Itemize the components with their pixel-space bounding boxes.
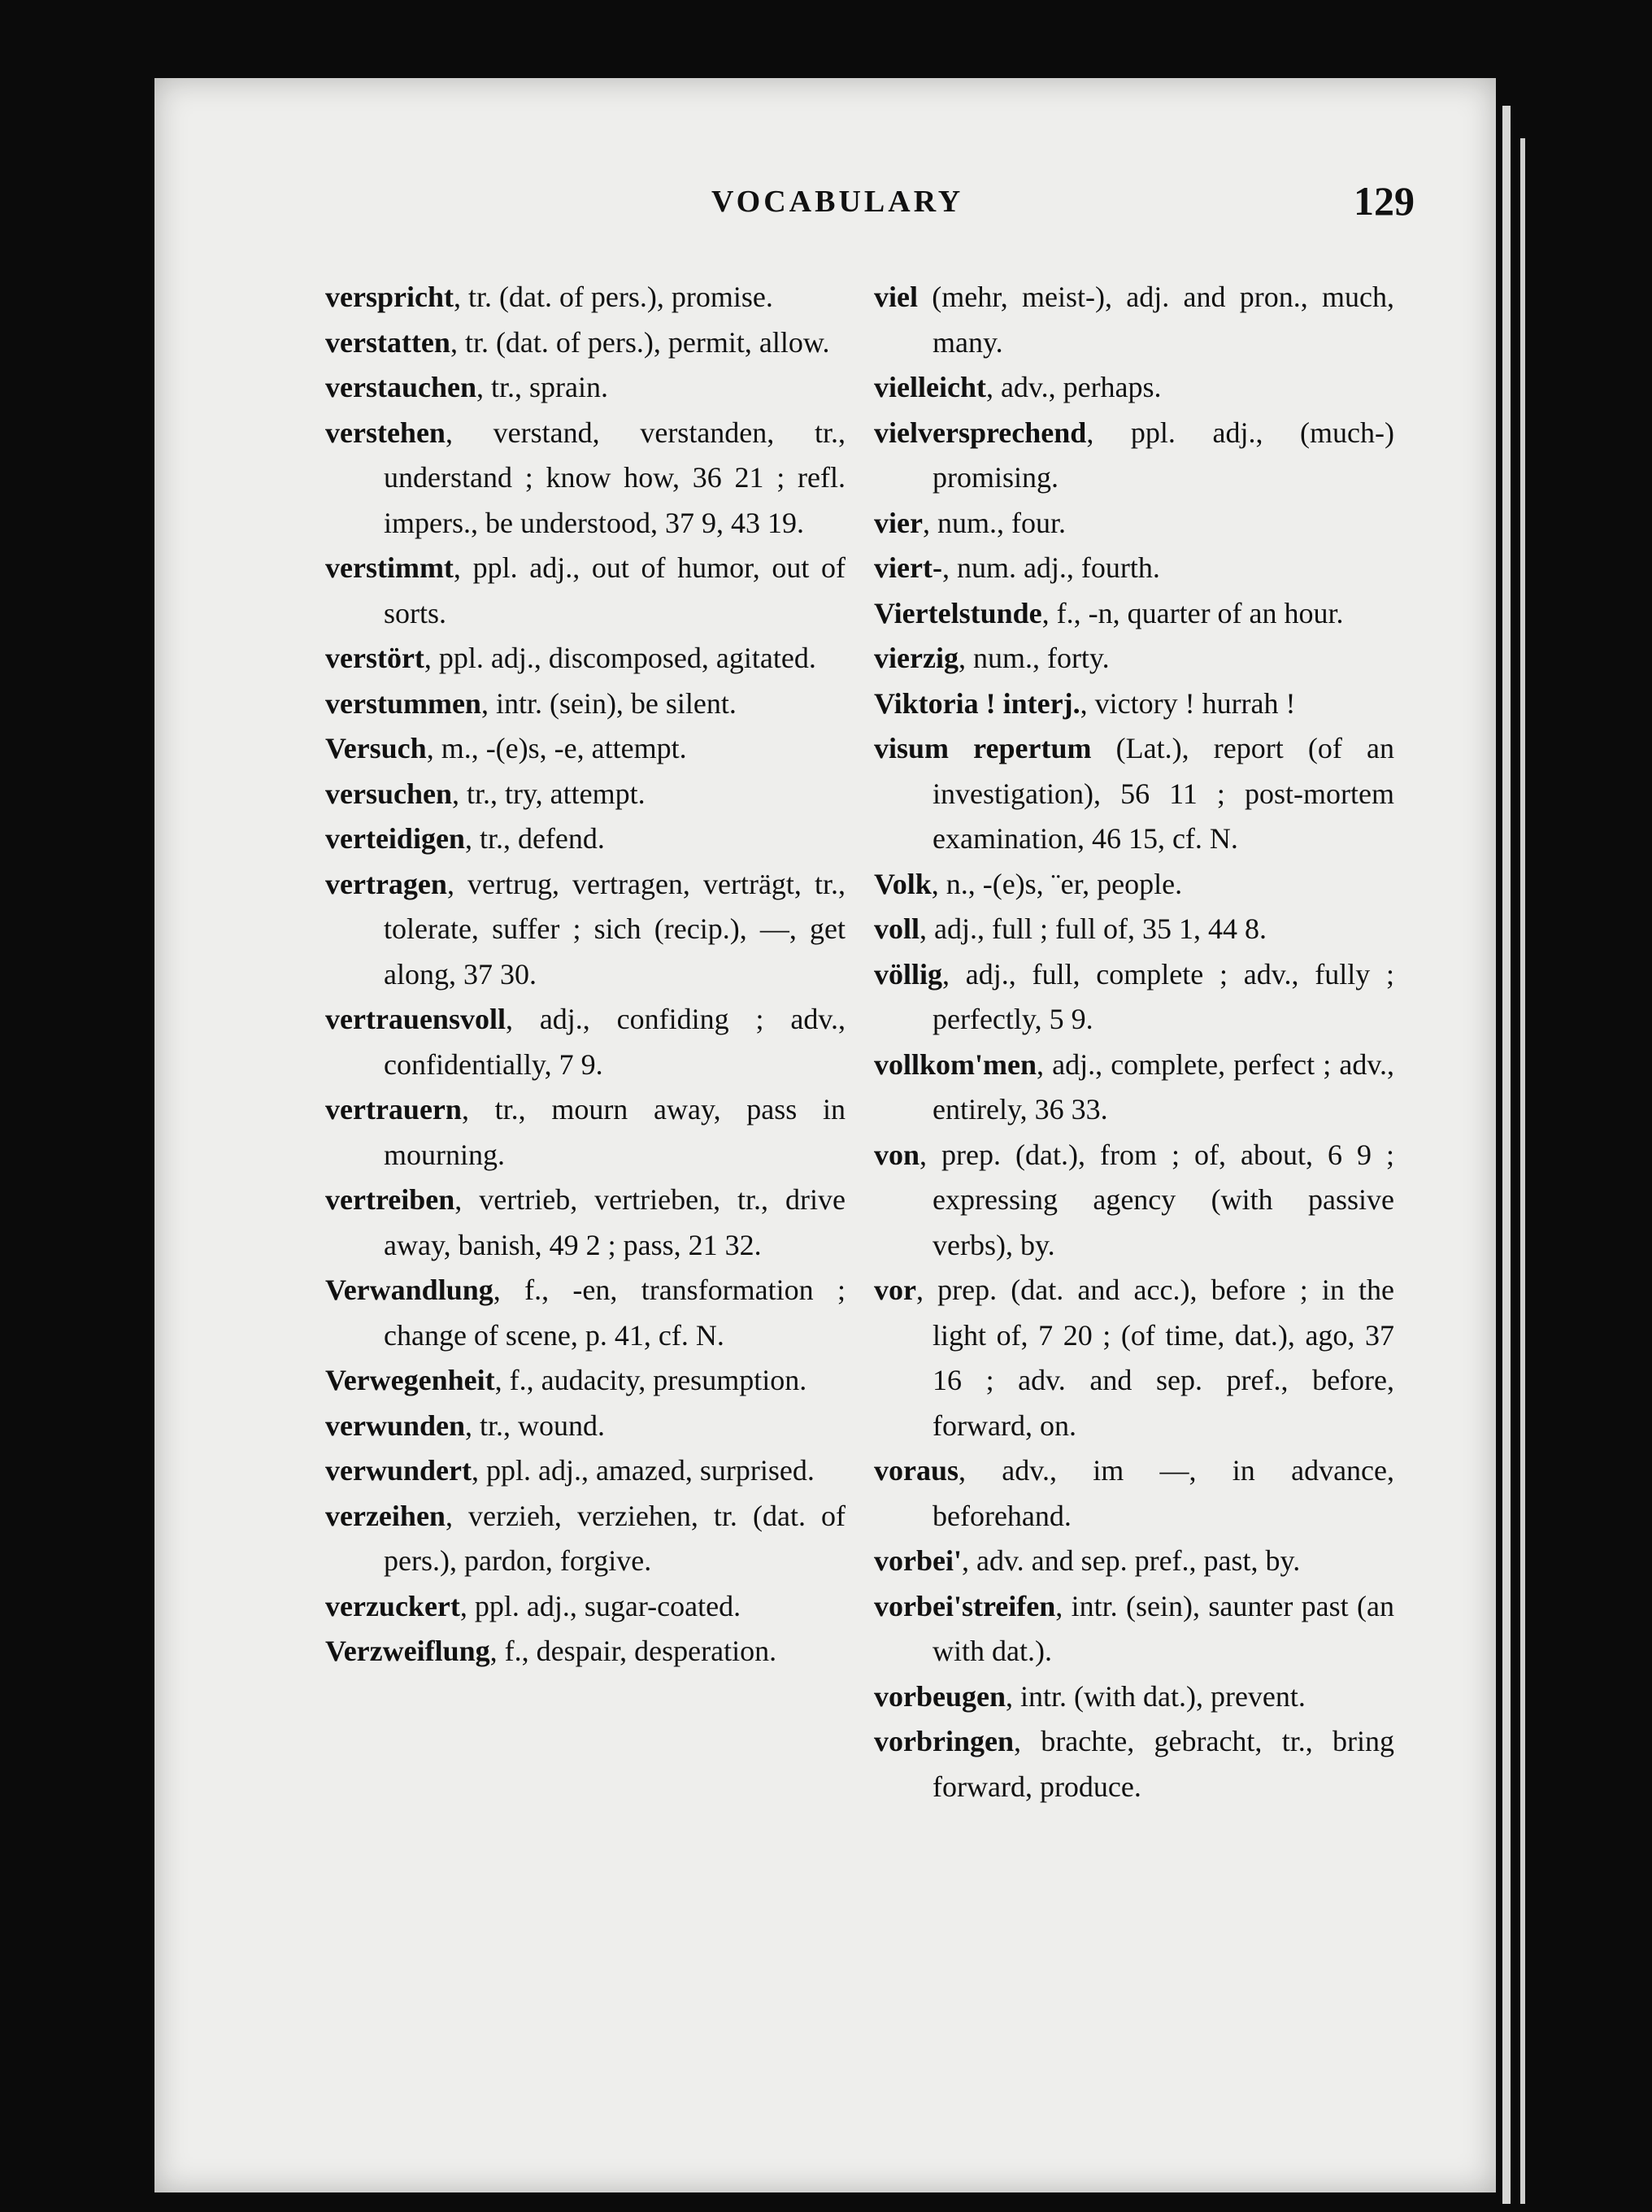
vocab-entry: versuchen, tr., try, attempt. (325, 777, 646, 810)
headword: vertrauensvoll (325, 1003, 506, 1035)
headword: verstimmt (325, 551, 454, 584)
headword: vielleicht (874, 371, 986, 403)
headword: verstatten (325, 325, 450, 359)
vocab-entry: verwunden, tr., wound. (325, 1409, 606, 1442)
headword: vertragen (325, 867, 447, 900)
page-header (301, 177, 1415, 226)
vocab-entry: verzeihen, verzieh, verziehen, tr. (dat. of pers.), pardon, forgive. (325, 1499, 846, 1577)
vocab-entry: verstummen, intr. (sein), be silent. (325, 686, 737, 720)
vocab-entry: Verwegenheit, f., audacity, presumption. (325, 1364, 807, 1396)
vocab-entry: voraus, adv., im —, in advance, beforehand. (874, 1454, 1394, 1532)
headword: vorbei'streifen (874, 1589, 1056, 1622)
headword: viel (874, 281, 933, 313)
page-edge (1502, 106, 1511, 2204)
vocab-entry: vollkom'men, adj., complete, perfect ; adv., entirely, 36 33. (874, 1047, 1394, 1126)
headword: Verwandlung (325, 1274, 493, 1306)
headword: voll (874, 912, 920, 945)
headword: verstört (325, 642, 424, 674)
headword: Viktoria ! interj. (874, 686, 1080, 720)
vocab-entry: viert-, num. adj., fourth. (874, 551, 1160, 584)
vocab-entry: vierzig, num., forty. (874, 642, 1110, 674)
vocab-entry: Versuch, m., -(e)s, -e, attempt. (325, 732, 687, 764)
page-edge-inner (1520, 138, 1525, 2204)
headword: vier (874, 506, 923, 539)
vocab-entry: vertrauern, tr., mourn away, pass in mourning. (325, 1093, 846, 1171)
running-head: VOCABULARY (711, 185, 964, 219)
headword: vorbringen (874, 1725, 1015, 1757)
vocab-entry: vertragen, vertrug, vertragen, verträgt, tr., tolerate, suffer ; sich (recip.), —, get along, 37 30. (325, 867, 846, 991)
vocab-entry: Viktoria ! interj., victory ! hurrah ! (874, 686, 1296, 720)
vocab-entry: Verwandlung, f., -en, transformation ; change of scene, p. 41, cf. N. (325, 1274, 846, 1352)
vocab-entry: von, prep. (dat.), from ; of, about, 6 9 ; expressing agency (with passive verbs), by. (874, 1138, 1394, 1261)
page-number: 129 (1354, 178, 1415, 224)
vocab-entry: verstehen, verstand, verstanden, tr., understand ; know how, 36 21 ; refl. impers., be understood, 37 9, 43 19. (325, 416, 846, 539)
vocab-entry: viel (mehr, meist-), adj. and pron., much, many. (874, 281, 1394, 359)
vocab-entry: verzuckert, ppl. adj., sugar-coated. (325, 1589, 741, 1622)
vocab-entry: verwundert, ppl. adj., amazed, surprised. (325, 1454, 815, 1487)
vocab-entry: Viertelstunde, f., -n, quarter of an hour. (874, 596, 1344, 629)
headword: verstehen (325, 416, 446, 449)
headword: völlig (874, 957, 943, 991)
headword: viert- (874, 551, 942, 584)
vocab-entry: vor, prep. (dat. and acc.), before ; in the light of, 7 20 ; (of time, dat.), ago, 37 16 ; adv. and sep. pref., before, forward, on. (874, 1274, 1394, 1442)
headword: verzuckert (325, 1589, 460, 1622)
vocab-entry: Volk, n., -(e)s, ¨er, people. (874, 867, 1183, 900)
headword: Volk (874, 867, 932, 900)
vocab-entry: vorbei'streifen, intr. (sein), saunter past (an with dat.). (874, 1589, 1394, 1667)
headword: verteidigen (325, 822, 465, 855)
vocab-entry: vorbei', adv. and sep. pref., past, by. (874, 1544, 1301, 1577)
vocab-entry: verstimmt, ppl. adj., out of humor, out of sorts. (325, 551, 846, 629)
vocab-entry: verstört, ppl. adj., discomposed, agitated. (325, 642, 816, 674)
headword: vielversprechend (874, 416, 1087, 449)
vocab-entry: vertreiben, vertrieb, vertrieben, tr., drive away, banish, 49 2 ; pass, 21 32. (325, 1183, 846, 1261)
headword: Verzweiflung (325, 1635, 490, 1667)
headword: voraus (874, 1454, 959, 1487)
vocab-entry: völlig, adj., full, complete ; adv., fully ; perfectly, 5 9. (874, 957, 1394, 1035)
vocab-entry: vielleicht, adv., perhaps. (874, 371, 1162, 403)
vocab-entry: Verzweiflung, f., despair, desperation. (325, 1635, 777, 1667)
vocab-entry: vier, num., four. (874, 506, 1066, 539)
vocab-entry: vorbringen, brachte, gebracht, tr., bring forward, produce. (874, 1725, 1394, 1803)
headword: Verwegenheit (325, 1364, 495, 1396)
headword: verwundert (325, 1454, 472, 1487)
headword: vierzig (874, 642, 959, 674)
headword: vertreiben (325, 1183, 455, 1216)
headword: visum repertum (874, 732, 1116, 764)
headword: verstauchen (325, 371, 476, 403)
headword: Viertelstunde (874, 596, 1042, 629)
vocab-entry: vorbeugen, intr. (with dat.), prevent. (874, 1679, 1306, 1713)
headword: vorbeugen (874, 1679, 1006, 1713)
headword: vor (874, 1274, 916, 1306)
vocab-entry: voll, adj., full ; full of, 35 1, 44 8. (874, 912, 1267, 945)
vocab-entry: visum repertum (Lat.), report (of an investigation), 56 11 ; post-mortem examination, 46 15, cf. N. (874, 732, 1394, 855)
headword: verwunden (325, 1409, 466, 1442)
left-column (325, 275, 846, 1674)
vocab-entry: vielversprechend, ppl. adj., (much-) promising. (874, 416, 1394, 494)
vocab-entry: vertrauensvoll, adj., confiding ; adv., confidentially, 7 9. (325, 1003, 846, 1081)
vocab-entry: verspricht, tr. (dat. of pers.), promise. (325, 281, 773, 313)
headword: verzeihen (325, 1499, 446, 1532)
headword: von (874, 1138, 920, 1171)
vocab-entry: verstauchen, tr., sprain. (325, 371, 608, 403)
headword: verspricht (325, 281, 454, 313)
headword: vollkom'men (874, 1047, 1037, 1081)
vocab-entry: verstatten, tr. (dat. of pers.), permit, allow. (325, 325, 830, 359)
headword: Versuch (325, 732, 427, 764)
headword: verstummen (325, 686, 481, 720)
headword: versuchen (325, 777, 452, 810)
headword: vertrauern (325, 1093, 462, 1126)
vocab-entry: verteidigen, tr., defend. (325, 822, 605, 855)
headword: vorbei' (874, 1544, 962, 1577)
right-column (874, 275, 1394, 1809)
